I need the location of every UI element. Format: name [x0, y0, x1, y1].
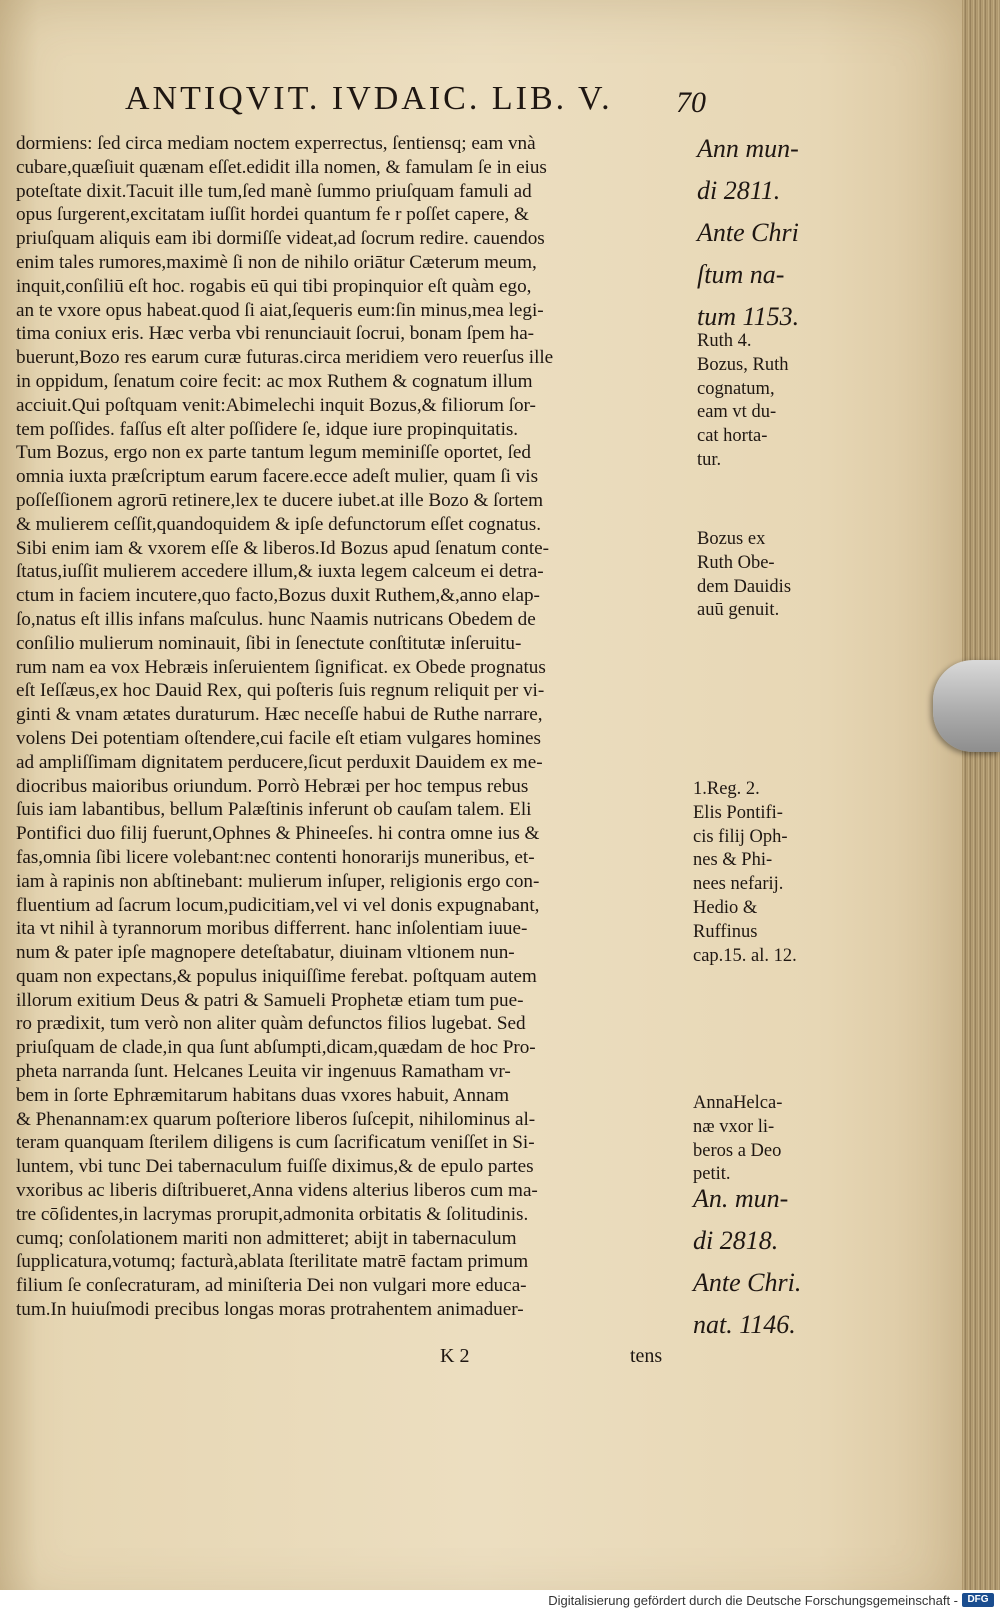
margin-note-line: eam vt du- — [697, 402, 777, 423]
text-line: acciuit.Qui poſtquam venit:Abimelechi inquit Bozus,& filiorum ſor- — [16, 394, 536, 416]
margin-note-line: Hedio & — [693, 897, 758, 918]
text-line: num & pater ipſe magnopere deteſtabatur, diuinam vltionem nun- — [16, 942, 515, 964]
margin-date-note-1 — [697, 128, 827, 338]
text-line: priuſquam aliquis eam ibi dormiſſe videat,ad ſocrum redire. cauendos — [16, 228, 545, 250]
digitization-footer — [0, 1590, 1000, 1611]
text-line: rum nam ea vox Hebræis inſeruientem ſignificat. ex Obede prognatus — [16, 656, 546, 678]
text-line: Tum Bozus, ergo non ex parte tantum legum meminiſſe oportet, ſed — [16, 442, 531, 464]
margin-note-line: Ruffinus — [693, 921, 758, 942]
signature-mark: K 2 — [440, 1345, 470, 1367]
page-foot — [440, 1345, 690, 1373]
text-line: bem in ſorte Ephræmitarum habitans duas vxores habuit, Annam — [16, 1084, 510, 1106]
margin-note-line: nes & Phi- — [693, 850, 773, 871]
margin-note-line: di 2818. — [693, 1226, 779, 1255]
text-line: cubare,quæſiuit quænam eſſet.edidit illa nomen, & famulam ſe in eius — [16, 156, 547, 178]
margin-note-line: tur. — [697, 449, 722, 470]
text-line: luntem, vbi tunc Dei tabernaculum fuiſſe diximus,& de epulo partes — [16, 1156, 534, 1178]
text-line: quam non expectans,& populus iniquiſſime ferebat. poſtquam autem — [16, 965, 537, 987]
dfg-logo: DFG — [962, 1593, 994, 1607]
margin-note-line: nees nefarij. — [693, 874, 784, 895]
text-line: omnia iuxta præſcriptum earum facere.ecce adeſt mulier, quam ſi vis — [16, 466, 539, 488]
margin-note-line: Ann mun- — [697, 134, 799, 163]
text-line: vxoribus ac liberis diſtribueret,Anna videns alterius liberos cum ma- — [16, 1180, 538, 1202]
margin-note-bozus — [697, 528, 827, 623]
text-line: inquit,conſiliū eſt hoc. rogabis eū qui tibi propinquior eſt quàm ego, — [16, 275, 532, 297]
margin-note-line: An. mun- — [693, 1184, 789, 1213]
text-line: conſilio mulierum nominauit, ſibi in ſenectute conſtitutæ inſeruitu- — [16, 632, 522, 654]
margin-note-line: cap.15. al. 12. — [693, 945, 797, 966]
margin-note-line: dem Dauidis — [697, 576, 792, 597]
margin-note-line: auū genuit. — [697, 600, 780, 621]
text-line: tem poſſides. faſſus eſt alter poſſidere ſe, idque iure propinquitatis. — [16, 418, 519, 440]
margin-date-note-2 — [693, 1178, 823, 1346]
margin-note-line: ſtum na- — [697, 260, 785, 289]
margin-note-ruth — [697, 330, 827, 473]
margin-note-line: Ruth Obe- — [697, 552, 775, 573]
text-line: filium ſe conſecraturam, ad miniſteria Dei non vulgari more educa- — [16, 1275, 527, 1297]
text-line: ita vt nihil à tyrannorum moribus differrent. hanc inſolentiam iuue- — [16, 918, 528, 940]
funding-credit: Digitalisierung gefördert durch die Deutsche Forschungsgemeinschaft - — [548, 1593, 958, 1608]
margin-note-reg — [693, 778, 823, 968]
margin-note-line: 1.Reg. 2. — [693, 779, 760, 799]
margin-note-line: Ante Chri. — [693, 1268, 802, 1297]
catchword: tens — [630, 1345, 663, 1367]
text-line: illorum exitium Deus & patri & Samueli Prophetæ etiam tum pue- — [16, 989, 524, 1011]
text-line: ginti & vnam ætates duraturum. Hæc neceſſe habui de Ruthe narrare, — [16, 704, 543, 726]
text-line: ſupplicatura,votumq; facturà,ablata ſterilitate matrē factam primum — [16, 1251, 529, 1273]
text-line: enim tales rumores,maximè ſi non de nihilo oriātur Cæterum meum, — [16, 251, 537, 273]
text-line: priuſquam de clade,in qua ſunt abſumpti,dicam,quædam de hoc Pro- — [16, 1037, 536, 1059]
text-line: an te vxore opus habeat.quod ſi aiat,ſequeris eum:ſin minus,mea legi- — [16, 299, 544, 321]
text-line: volens Dei potentiam oſtendere,cui facile eſt etiam vulgares homines — [16, 727, 541, 749]
margin-note-line: cat horta- — [697, 426, 768, 447]
margin-note-line: Bozus ex — [697, 529, 766, 549]
text-line: pheta narranda ſunt. Helcanes Leuita vir ingenuus Ramatham vr- — [16, 1061, 511, 1083]
margin-note-line: næ vxor li- — [693, 1116, 775, 1137]
text-line: Sibi enim iam & vxorem eſſe & liberos.Id Bozus apud ſenatum conte- — [16, 537, 550, 559]
margin-note-line: petit. — [693, 1164, 731, 1185]
text-line: eſt Ieſſæus,ex hoc Dauid Rex, qui poſteris ſuis regnum reliquit per vi- — [16, 680, 545, 702]
text-line: teram quanquam ſterilem diligens is cum ſacrificatum veniſſet in Si- — [16, 1132, 535, 1154]
text-line: & mulierem ceſſit,quandoquidem & ipſe defunctorum eſſet cognatus. — [16, 513, 541, 535]
margin-note-line: di 2811. — [697, 176, 781, 205]
margin-note-line: nat. 1146. — [693, 1310, 796, 1339]
text-line: in oppidum, ſenatum coire fecit: ac mox Ruthem & cognatum illum — [16, 370, 533, 392]
margin-note-line: Elis Pontifi- — [693, 802, 783, 823]
text-line: fluentium ad ſacrum locum,pudicitiam,vel vi vel donis expugnabant, — [16, 894, 540, 916]
margin-note-line: beros a Deo — [693, 1140, 782, 1161]
margin-note-line: AnnaHelca- — [693, 1093, 783, 1113]
text-line: dormiens: ſed circa mediam noctem experrectus, ſentiensq; eam vnà — [16, 133, 536, 154]
margin-note-line: cis filij Oph- — [693, 826, 788, 847]
text-line: tre cōſidentes,in lacrymas prorupit,admonita orbitatis & ſolitudinis. — [16, 1203, 529, 1225]
text-line: Pontifici duo filij fuerunt,Ophnes & Phineeſes. hi contra omne ius & — [16, 823, 540, 845]
text-line: ſuis iam labantibus, bellum Palæſtinis inferunt ob cauſam talem. Eli — [16, 799, 532, 821]
text-line: ctum in faciem incutere,quo facto,Bozus duxit Ruthem,&,anno elap- — [16, 585, 540, 607]
text-line: ſtatus,iuſſit mulierem accedere illum,& iuxta legem calceum ei detra- — [16, 561, 544, 583]
text-line: opus ſurgerent,excitatam iuſſit hordei quantum fe r poſſet capere, & — [16, 204, 529, 226]
text-line: fas,omnia ſibi licere volebant:nec contenti honorarijs muneribus, et- — [16, 846, 535, 868]
folio-number: 70 — [676, 86, 706, 119]
margin-note-line: Ruth 4. — [697, 331, 752, 351]
text-line: tum.In huiuſmodi precibus longas moras protrahentem animaduer- — [16, 1299, 524, 1321]
text-line: diocribus maioribus oriundum. Porrò Hebræi per hoc tempus rebus — [16, 775, 529, 797]
text-line: cumq; conſolationem mariti non admitteret; abijt in tabernaculum — [16, 1227, 517, 1249]
text-line: & Phenannam:ex quarum poſteriore liberos ſuſcepit, nihilominus al- — [16, 1108, 536, 1130]
text-line: ſo,natus eſt illis infans maſculus. hunc Naamis nutricans Obedem de — [16, 608, 536, 630]
margin-note-line: cognatum, — [697, 378, 775, 399]
page-stack-edge — [962, 0, 1000, 1590]
text-line: ad ampliſſimam dignitatem perducere,ſicut perduxit Dauidem ex me- — [16, 751, 543, 773]
text-line: buerunt,Bozo res earum curæ futuras.circa meridiem vero reuerſus ille — [16, 347, 554, 369]
margin-note-anna — [693, 1092, 823, 1187]
margin-note-line: tum 1153. — [697, 302, 800, 331]
running-head: ANTIQVIT. IVDAIC. LIB. V. — [125, 80, 613, 117]
text-line: poſſeſſionem agrorū retinere,lex te ducere iubet.at ille Bozo & ſortem — [16, 489, 544, 511]
text-line: poteſtate dixit.Tacuit ille tum,ſed manè ſummo priuſquam famuli ad — [16, 180, 532, 202]
body-text — [16, 132, 686, 1322]
page-clip — [933, 660, 1000, 752]
text-line: iam à rapinis non abſtinebant: mulierum inſuper, religionis ergo con- — [16, 870, 540, 892]
text-line: ro prædixit, tum verò non aliter quàm defunctos filios lugebat. Sed — [16, 1013, 526, 1035]
margin-note-line: Ante Chri — [697, 218, 799, 247]
margin-note-line: Bozus, Ruth — [697, 354, 789, 375]
text-line: tima coniux eris. Hæc verba vbi renunciauit ſocrui, bonam ſpem ha- — [16, 323, 535, 345]
